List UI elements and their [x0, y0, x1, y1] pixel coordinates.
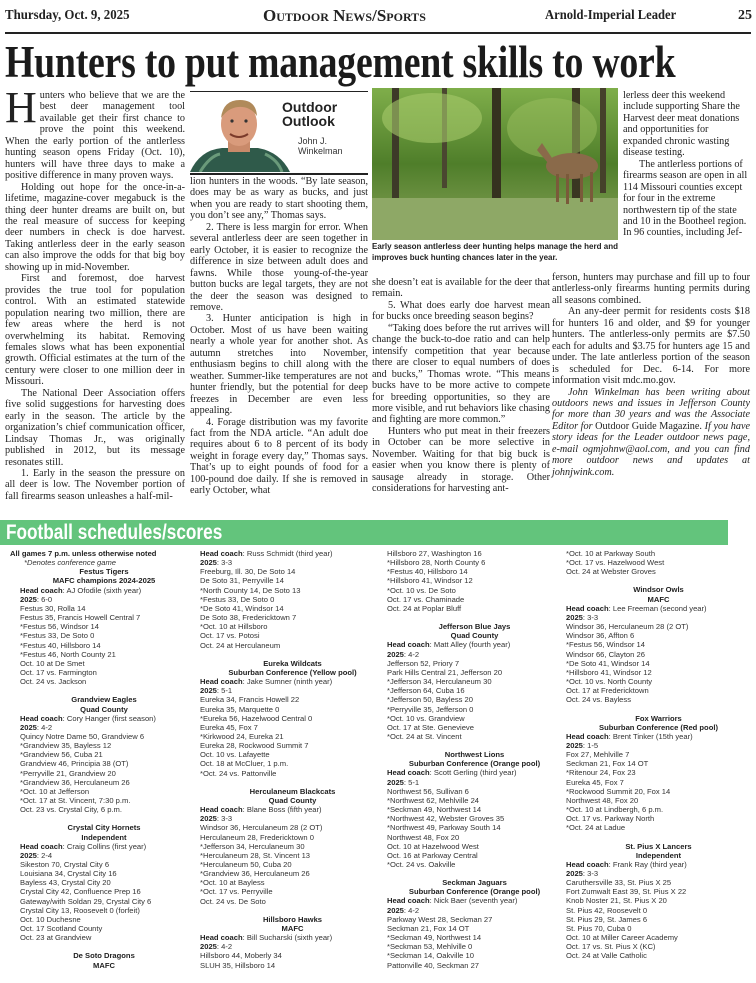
- head-coach-label: Head coach :: [566, 860, 613, 869]
- game-result: Eureka 34, Francis Howell 22: [200, 695, 300, 705]
- game-result: *Festus 56, Windsor 14: [20, 622, 99, 632]
- game-result: *Oct. 24 at Ladue: [566, 823, 626, 833]
- head-coach: [566, 732, 751, 741]
- article-paragraph: 2. There is less margin for error. When several antlerless deer are seen together in early October, it is easier to recognize the difference in size between adult does and fawns. While those young-of-the-year button bucks are legal targets, they are not the deer the season was designed to remove.: [190, 221, 368, 313]
- game-result: Oct. 17 vs. Parkway North: [566, 814, 655, 824]
- deer-photo: [372, 88, 618, 240]
- team-conference: Suburban Conference (Orange pool): [408, 887, 541, 897]
- game-result: Oct. 17 vs. Farmington: [20, 668, 97, 678]
- head-coach-label: Head coach :: [20, 714, 67, 723]
- article-paragraph: The National Deer Association offers five solid suggestions for harvesting does early in the season. The article by the organization’s chief communication officer, Lindsay Thomas Jr., was originally published in 2012, but its message resonates still.: [5, 387, 185, 468]
- season-record: [387, 778, 562, 787]
- season-record: [10, 595, 198, 604]
- season-label: 2025 :: [200, 686, 221, 695]
- head-coach: [566, 860, 751, 869]
- head-coach: [200, 549, 385, 558]
- game-result: Fort Zumwalt East 39, St. Pius X 22: [566, 887, 687, 897]
- head-coach-label: Head coach :: [387, 768, 434, 777]
- game-result: *Oct. 10 vs. Grandview: [387, 713, 465, 723]
- article-paragraph: First and foremost, doe harvest provides the true tool for population control. With an estimated statewide population nearing two million, there are few areas where the herd is not overwhelming its habitat. Removing females slows what has been exponential growth. Official estimates at the turn of the century were closer to one million deer in Missouri.: [5, 273, 185, 388]
- bio-text: If you have story ideas for the Leader outdoor news page, e-mail ogmjohnw@aol.com, and you can find more outdoor news and updates at johnjwink.com.: [552, 420, 751, 478]
- record-value: 4-2: [408, 649, 420, 659]
- game-result: Oct. 24 at Poplar Bluff: [387, 603, 462, 613]
- head-coach-label: Head coach :: [200, 933, 247, 942]
- game-result: Bayless 43, Crystal City 20: [20, 878, 111, 888]
- continued-paragraph: ferson, hunters may purchase and fill up to four antlerless-only firearms hunting permits during all seasons combined.: [552, 272, 750, 306]
- columnist-headshot: [190, 92, 290, 172]
- game-result: Oct. 10 vs. Lafayette: [200, 750, 270, 760]
- team-name: Crystal City Hornets: [67, 823, 141, 833]
- game-result: St. Pius 70, Cuba 0: [566, 923, 632, 933]
- head-coach: [10, 714, 198, 723]
- team-schedule: [387, 878, 562, 970]
- article-paragraph: An any-deer permit for residents costs $18 for hunters 16 and older, and $9 for younger hunters. The antlerless-only permits are $7.50 each for adults and $3.75 for hunters age 15 and under. The late antlerless portion of the season is scheduled for Dec. 6-14. For more information visit mdc.mo.gov.: [552, 306, 750, 387]
- game-result: *Herculaneum 28, St. Vincent 13: [200, 850, 311, 860]
- team-conference: MAFC champions 2024-2025: [52, 576, 156, 586]
- head-coach-label: Head coach :: [20, 842, 67, 851]
- game-result: Oct. 17 vs. Potosi: [200, 631, 260, 641]
- team-schedule: [10, 567, 198, 686]
- game-result: Oct. 10 at Miller Career Academy: [566, 933, 678, 943]
- game-result: Oct. 16 at Parkway Central: [387, 850, 478, 860]
- game-result: Northwest 56, Sullivan 6: [387, 786, 469, 796]
- game-result: De Soto 38, Fredericktown 7: [200, 613, 297, 623]
- head-coach: [10, 586, 198, 595]
- team-conference: Suburban Conference (Red pool): [599, 722, 718, 732]
- game-result: *Eureka 56, Hazelwood Central 0: [200, 713, 313, 723]
- game-result: Oct. 17 Scotland County: [20, 924, 103, 934]
- game-result: Knob Noster 21, St. Pius X 20: [566, 896, 667, 906]
- team-conference: Suburban Conference (Orange pool): [408, 759, 541, 769]
- game-result: *Festus 33, De Soto 0: [20, 631, 95, 641]
- game-result: *Hillsboro 41, Windsor 12: [387, 576, 473, 586]
- game-result: *Grandview 35, Bayless 12: [20, 741, 112, 751]
- record-value: 3-3: [221, 558, 233, 568]
- head-coach-label: Head coach :: [566, 604, 613, 613]
- game-result: Festus 35, Francis Howell Central 7: [20, 613, 141, 623]
- game-result: Windsor 66, Clayton 26: [566, 649, 645, 659]
- game-result: *Festus 33, De Soto 0: [200, 594, 275, 604]
- game-result: Windsor 36, Herculaneum 28 (2 OT): [200, 823, 323, 833]
- game-result: De Soto 31, Perryville 14: [200, 576, 284, 586]
- game-result: Freeburg, Ill. 30, De Soto 14: [200, 567, 296, 577]
- team-schedule: [10, 823, 198, 942]
- game-result: Park Hills Central 21, Jefferson 20: [387, 667, 503, 677]
- game-result: *Grandview 36, Herculaneum 26: [20, 777, 130, 787]
- season-record: [566, 613, 751, 622]
- head-coach-name: Cory Hanger (first season): [66, 713, 156, 723]
- team-name: Seckman Jaguars: [442, 878, 507, 888]
- head-coach: [566, 604, 751, 613]
- game-result: *Jefferson 34, Herculaneum 30: [387, 677, 492, 687]
- column-title-line-2: Outlook: [282, 113, 335, 129]
- head-coach-name: Frank Ray (third year): [612, 859, 687, 869]
- article-column-3: [372, 277, 550, 495]
- team-schedule: [566, 549, 751, 576]
- article-paragraph: Hunters who put meat in their freezers in October can be more selective in November. Waiting for that big buck is easier when you know there is plenty of sausage already in storage. Other considerations for harvesting ant-: [372, 425, 550, 495]
- schedule-column-4: [566, 549, 751, 970]
- head-coach-name: Russ Schmidt (third year): [246, 549, 333, 558]
- head-coach-name: Craig Collins (first year): [66, 841, 147, 851]
- game-result: Oct. 24 vs. Bayless: [566, 695, 631, 705]
- season-record: [10, 851, 198, 860]
- game-result: *Oct. 24 vs. Pattonville: [200, 768, 277, 778]
- game-result: Crystal City 13, Roosevelt 0 (forfeit): [20, 905, 140, 915]
- game-result: *Seckman 53, Mehlville 0: [387, 942, 473, 952]
- game-result: *Festus 56, Windsor 14: [566, 640, 645, 650]
- game-result: Festus 30, Rolla 14: [20, 603, 86, 613]
- team-schedule: [387, 622, 562, 741]
- game-result: *Kirkwood 24, Eureka 21: [200, 731, 284, 741]
- bio-text: John Winkelman has been writing about outdoors news and issues in Jefferson County for more than 30 years and was the Associate Editor for: [552, 386, 750, 432]
- game-result: Oct. 10 at De Smet: [20, 658, 85, 668]
- season-record: [200, 814, 385, 823]
- team-conference: MAFC: [281, 923, 304, 933]
- record-value: 5-1: [221, 686, 233, 696]
- team-conference: Independent: [81, 832, 127, 842]
- record-value: 4-2: [408, 905, 420, 915]
- team-schedule: [200, 915, 385, 970]
- article-paragraph: 4. Forage distribution was my favorite fact from the NDA article. “An adult doe requires about 6 to 8 percent of its body weight in forage every day,” Thomas says. That’s up to eight pounds of food for a 100-pound doe daily. If she is removed in early October, what: [190, 416, 368, 497]
- game-result: Eureka 45, Fox 7: [566, 777, 624, 787]
- game-result: Hillsboro 44, Moberly 34: [200, 951, 282, 961]
- season-label: 2025 :: [387, 906, 408, 915]
- team-name: Festus Tigers: [79, 567, 129, 577]
- author-bio: [552, 387, 750, 479]
- head-coach: [387, 640, 562, 649]
- head-coach-label: Head coach :: [566, 732, 613, 741]
- game-result: Oct. 17 at Ste. Genevieve: [387, 722, 474, 732]
- game-result: *Northwest 49, Parkway South 14: [387, 823, 501, 833]
- team-name: Eureka Wildcats: [263, 658, 322, 668]
- header-rule: [5, 32, 751, 34]
- game-result: *Perryville 35, Jefferson 0: [387, 704, 474, 714]
- head-coach-name: Blane Boss (fifth year): [246, 805, 322, 815]
- season-record: [200, 942, 385, 951]
- season-label: 2025 :: [20, 595, 41, 604]
- head-coach-label: Head coach :: [387, 640, 434, 649]
- article-column-2: [190, 176, 368, 497]
- newspaper-name: Arnold-Imperial Leader: [545, 8, 677, 23]
- game-result: Fox 27, Mehlville 7: [566, 750, 630, 760]
- game-result: *Oct. 10 vs. North County: [566, 677, 653, 687]
- game-result: Northwest 48, Fox 20: [387, 832, 460, 842]
- game-result: Louisiana 34, Crystal City 16: [20, 869, 117, 879]
- game-result: *Jefferson 64, Cuba 16: [387, 686, 465, 696]
- article-paragraph: 5. What does early doe harvest mean for bucks once breeding season begins?: [372, 299, 550, 323]
- team-schedule: [566, 585, 751, 704]
- author-line-1: John J.: [298, 136, 328, 146]
- record-value: 4-2: [41, 722, 53, 732]
- season-label: 2025 :: [566, 741, 587, 750]
- game-result: Sikeston 70, Crystal City 6: [20, 860, 110, 869]
- game-result: *Seckman 14, Oakville 10: [387, 951, 474, 961]
- team-schedule: [200, 787, 385, 906]
- game-result: Hillsboro 27, Washington 16: [387, 549, 482, 558]
- team-schedule: [200, 659, 385, 778]
- lead-paragraph: [5, 83, 185, 182]
- article-paragraph: The antlerless portions of firearms season are open in all 114 Missouri counties except for four in the extreme northwestern tip of the state and 10 in the Bootheel region. In 96 counties, including Jef-: [623, 158, 748, 239]
- drop-cap: H: [5, 83, 37, 132]
- head-coach-name: Lee Freeman (second year): [612, 603, 707, 613]
- head-coach: [200, 805, 385, 814]
- record-value: 5-1: [408, 777, 420, 787]
- game-result: *Hillsboro 41, Windsor 12: [566, 667, 652, 677]
- game-result: Seckman 21, Fox 14 OT: [387, 923, 470, 933]
- season-record: [566, 741, 751, 750]
- season-label: 2025 :: [387, 778, 408, 787]
- game-result: *Jefferson 34, Herculaneum 30: [200, 841, 305, 851]
- game-result: *Oct. 10 at Bayless: [200, 878, 265, 888]
- game-result: *Herculaneum 50, Cuba 20: [200, 860, 292, 869]
- head-coach-name: Matt Alley (fourth year): [433, 640, 511, 650]
- team-schedule: [387, 750, 562, 869]
- continued-paragraph: she doesn’t eat is available for the deer that remain.: [372, 277, 550, 300]
- game-result: *Oct. 24 at St. Vincent: [387, 731, 462, 741]
- season-record: [10, 723, 198, 732]
- continued-paragraph: lion hunters in the woods. “By late season, does may be as wary as bucks, and just when you are ready to start shooting them, you don’t see any,” Thomas says.: [190, 176, 368, 222]
- head-coach-name: Bill Sucharski (sixth year): [246, 933, 333, 943]
- team-conference: Suburban Conference (Yellow pool): [228, 667, 357, 677]
- team-conference: Quad County: [80, 704, 128, 714]
- game-result: *Festus 46, North County 21: [20, 649, 116, 659]
- team-conference: MAFC: [93, 960, 115, 970]
- team-name: St. Pius X Lancers: [625, 841, 692, 851]
- game-result: Windsor 36, Affton 6: [566, 631, 635, 641]
- head-coach-label: Head coach :: [200, 677, 247, 686]
- season-label: 2025 :: [566, 869, 587, 878]
- game-result: Oct. 24 vs. De Soto: [200, 896, 266, 906]
- section-title: Outdoor News/Sports: [263, 6, 426, 25]
- author-line-2: Winkelman: [298, 146, 343, 156]
- record-value: 3-3: [221, 814, 233, 824]
- head-coach-name: Nick Baer (seventh year): [433, 896, 518, 906]
- game-result: *Grandview 36, Herculaneum 26: [200, 869, 310, 879]
- head-coach: [387, 768, 562, 777]
- team-name: Herculaneum Blackcats: [249, 786, 336, 796]
- head-coach-label: Head coach :: [387, 896, 434, 905]
- game-result: *De Soto 41, Windsor 14: [200, 603, 284, 613]
- season-record: [387, 650, 562, 659]
- game-result: *Oct. 17 vs. Hazelwood West: [566, 558, 665, 568]
- team-schedule: [10, 951, 198, 969]
- columnist-box: [190, 91, 368, 175]
- game-result: Eureka 45, Fox 7: [200, 722, 258, 732]
- game-result: Windsor 36, Herculaneum 28 (2 OT): [566, 622, 689, 632]
- schedule-column-2: [200, 549, 385, 979]
- game-result: Grandview 46, Principia 38 (OT): [20, 759, 129, 769]
- head-coach: [200, 933, 385, 942]
- game-result: Oct. 10 at Hazelwood West: [387, 841, 479, 851]
- game-result: *Oct. 24 vs. Oakville: [387, 860, 456, 869]
- team-name: Grandview Eagles: [71, 695, 137, 705]
- team-schedule: [10, 695, 198, 814]
- article-column-4-top: [623, 90, 750, 239]
- football-banner: [0, 520, 728, 545]
- head-coach-label: Head coach :: [200, 549, 247, 558]
- game-result: *Northwest 42, Webster Groves 35: [387, 814, 505, 824]
- game-result: Oct. 10 Duchesne: [20, 914, 81, 924]
- team-conference: Independent: [635, 850, 682, 860]
- game-result: Quincy Notre Dame 50, Grandview 6: [20, 731, 145, 741]
- team-schedule: [200, 549, 385, 650]
- season-record: [200, 558, 385, 567]
- team-name: Hillsboro Hawks: [262, 914, 323, 924]
- game-result: *North County 14, De Soto 13: [200, 585, 301, 595]
- football-title: Football schedules/scores: [6, 521, 223, 544]
- game-result: Caruthersville 33, St. Pius X 25: [566, 878, 672, 888]
- season-record: [200, 686, 385, 695]
- game-result: Oct. 17 vs. St. Pius X (KC): [566, 942, 656, 952]
- season-label: 2025 :: [20, 851, 41, 860]
- game-result: *Ritenour 24, Fox 23: [566, 768, 636, 778]
- issue-date: Thursday, Oct. 9, 2025: [5, 8, 130, 23]
- game-result: *Hillsboro 28, North County 6: [387, 558, 486, 568]
- season-record: [566, 869, 751, 878]
- column-author: [298, 136, 343, 156]
- article-paragraph: 3. Hunter anticipation is high in October. Most of us have been waiting nearly a whole year for another shot. As autumn stretches into November, enthusiasm begins to chill along with the weather. Summer-like temperatures are not hunter friendly, but the potential for deep freezes in December are even less appealing.: [190, 313, 368, 417]
- head-coach-label: Head coach :: [200, 805, 247, 814]
- game-result: Crystal City 42, Confluence Prep 16: [20, 887, 141, 897]
- game-result: *Oct. 10 at Jefferson: [20, 786, 90, 796]
- lead-text: unters who believe that we are the best deer management tool available get their first chance to prove the point this weekend. When the early portion of the antlerless hunting season opens Friday (Oct. 10), hunters will have three days to make a positive difference in many proven ways.: [5, 90, 185, 182]
- record-value: 2-4: [41, 850, 53, 860]
- schedule-note: All games 7 p.m. unless otherwise noted: [10, 549, 157, 558]
- game-result: *Oct. 10 vs. De Soto: [387, 585, 456, 595]
- game-result: *Oct. 10 at Parkway South: [566, 549, 656, 558]
- game-result: Northwest 48, Fox 20: [566, 795, 639, 805]
- schedule-column-1: [10, 549, 198, 979]
- head-coach-name: Brent Tinker (15th year): [612, 731, 693, 741]
- article-paragraph: Holding out hope for the once-in-a-lifetime, magazine-cover megabuck is the thing deer hunter dreams are built on, but the real measure of success for keeping deer numbers in check is doe harvest. Taking antlerless deer in the early season can also improve the odds for that big boy showing up in mid-November.: [5, 181, 185, 273]
- head-coach-label: Head coach :: [20, 586, 66, 595]
- team-name: Windsor Owls: [633, 585, 684, 595]
- game-result: *Perryville 21, Grandview 20: [20, 768, 116, 778]
- page-number: 25: [738, 8, 752, 23]
- season-label: 2025 :: [387, 650, 408, 659]
- head-coach: [387, 896, 562, 905]
- team-name: Jefferson Blue Jays: [438, 622, 511, 632]
- record-value: 6-0: [41, 594, 53, 604]
- game-result: St. Pius 42, Roosevelt 0: [566, 905, 648, 915]
- head-coach: [200, 677, 385, 686]
- head-coach-name: Scott Gerling (third year): [433, 768, 517, 778]
- article-paragraph: “Taking does before the rut arrives will change the buck-to-doe ratio and can help intensify competition that year because there are closer to equal numbers of does and bucks,” Thomas wrote. “This means bucks have to be more active to compete for breeding opportunities, so they are more visible, and rut behaviors like chasing and fighting are more common.”: [372, 322, 550, 426]
- game-result: Gateway/with Soldan 29, Crystal City 6: [20, 896, 152, 906]
- game-result: *De Soto 41, Windsor 14: [566, 658, 650, 668]
- head-coach-name: AJ Ofodile (sixth year): [66, 585, 142, 595]
- article-column-1: [5, 83, 185, 502]
- game-result: Seckman 21, Fox 14 OT: [566, 759, 649, 769]
- article-paragraph: 1. Early in the season the pressure on all deer is low. The November portion of fall firearms season unleashes a half-mil-: [5, 467, 185, 502]
- game-result: *Festus 40, Hillsboro 14: [387, 567, 468, 577]
- game-result: Oct. 24 at Herculaneum: [200, 640, 281, 650]
- game-result: Oct. 24 vs. Jackson: [20, 677, 87, 687]
- schedule-column-3: [387, 549, 562, 979]
- team-name: De Soto Dragons: [73, 951, 135, 961]
- headline: Hunters to put management skills to work: [5, 37, 676, 87]
- game-result: Oct. 23 vs. Crystal City, 6 p.m.: [20, 805, 122, 815]
- photo-caption: Early season antlerless deer hunting helps manage the herd and improves buck hunting chances later in the year.: [372, 242, 618, 262]
- season-record: [387, 906, 562, 915]
- magazine-name: Outdoor Guide Magazine.: [595, 420, 702, 432]
- game-result: *Oct. 17 at St. Vincent, 7:30 p.m.: [20, 796, 131, 806]
- game-result: Jefferson 52, Priory 7: [387, 658, 460, 668]
- head-coach: [10, 842, 198, 851]
- game-result: *Grandview 56, Cuba 21: [20, 750, 103, 760]
- game-result: Pattonville 40, Seckman 27: [387, 960, 480, 970]
- game-result: *Oct. 10 at Lindbergh, 6 p.m.: [566, 805, 664, 815]
- team-name: Fox Warriors: [635, 713, 682, 723]
- game-result: Oct. 24 at Webster Groves: [566, 567, 656, 577]
- team-conference: Quad County: [268, 795, 317, 805]
- game-result: Eureka 28, Rockwood Summit 7: [200, 741, 309, 751]
- article-column-4-bottom: [552, 272, 750, 478]
- season-label: 2025 :: [200, 814, 221, 823]
- game-result: *Northwest 62, Mehlville 24: [387, 795, 480, 805]
- game-result: *Oct. 10 at Hillsboro: [200, 622, 268, 632]
- team-conference: MAFC: [647, 594, 670, 604]
- column-title: [282, 100, 337, 128]
- game-result: Oct. 24 at Valle Catholic: [566, 951, 647, 961]
- team-name: Northwest Lions: [444, 750, 505, 760]
- game-result: *Seckman 49, Northwest 14: [387, 805, 482, 815]
- record-value: 4-2: [221, 942, 233, 952]
- game-result: Oct. 18 at McCluer, 1 p.m.: [200, 759, 289, 769]
- team-schedule: [566, 842, 751, 961]
- team-schedule: [387, 549, 562, 613]
- season-label: 2025 :: [200, 942, 221, 951]
- record-value: 3-3: [587, 612, 599, 622]
- game-result: St. Pius 29, St. James 6: [566, 914, 648, 924]
- record-value: 3-3: [587, 869, 599, 878]
- game-result: *Oct. 17 vs. Perryville: [200, 887, 273, 897]
- game-result: Eureka 35, Marquette 0: [200, 704, 280, 714]
- game-result: *Rockwood Summit 20, Fox 14: [566, 786, 671, 796]
- game-result: *Jefferson 50, Bayless 20: [387, 695, 473, 705]
- game-result: Parkway West 28, Seckman 27: [387, 914, 493, 924]
- continued-paragraph: lerless deer this weekend include supporting Share the Harvest deer meat donations and opportunities for expanded chronic wasting disease testing.: [623, 90, 740, 159]
- game-result: *Festus 40, Hillsboro 14: [20, 640, 101, 650]
- record-value: 1-5: [587, 740, 599, 750]
- game-result: Oct. 17 at Fredericktown: [566, 686, 649, 696]
- season-label: 2025 :: [566, 613, 587, 622]
- team-conference: Quad County: [450, 631, 499, 641]
- season-label: 2025 :: [20, 723, 41, 732]
- game-result: Oct. 17 vs. Chaminade: [387, 594, 465, 604]
- season-label: 2025 :: [200, 558, 221, 567]
- game-result: *Seckman 49, Northwest 14: [387, 933, 482, 943]
- team-schedule: [566, 714, 751, 833]
- column-title-line-1: Outdoor: [282, 99, 338, 115]
- head-coach-name: Jake Sumner (ninth year): [246, 677, 333, 687]
- game-result: Oct. 23 at Grandview: [20, 933, 92, 943]
- conference-note: *Denotes conference game: [24, 558, 117, 568]
- game-result: Herculaneum 28, Fredericktown 0: [200, 832, 314, 842]
- game-result: SLUH 35, Hillsboro 14: [200, 960, 276, 970]
